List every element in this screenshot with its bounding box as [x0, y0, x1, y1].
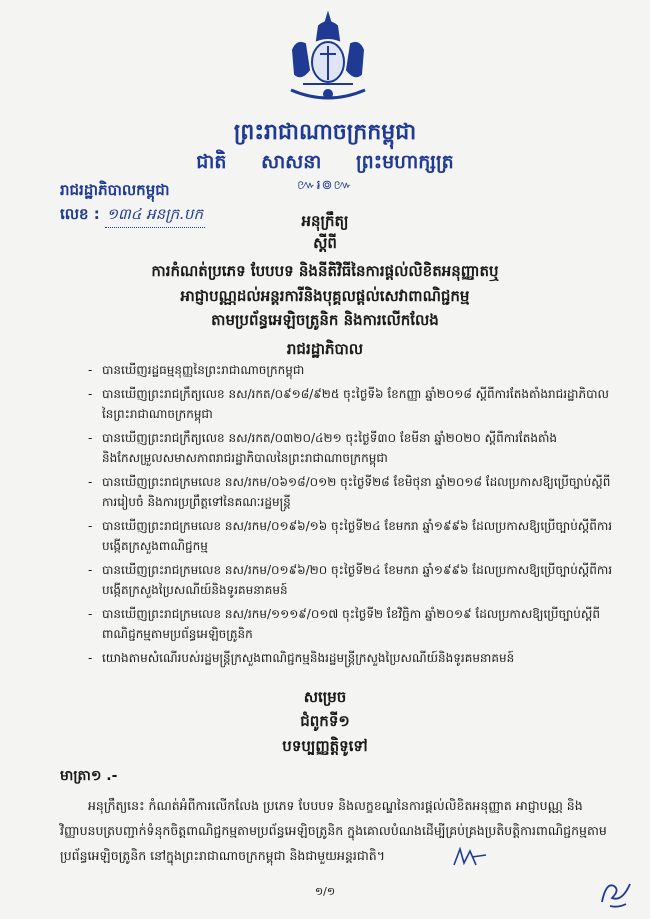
- document-number-value: ១៣៤ អនក្រ.បក: [105, 205, 205, 228]
- motto-king: ព្រះមហាក្សត្រ: [356, 151, 454, 173]
- chapter-title: បទប្បញ្ញត្តិទូទៅ: [282, 737, 368, 755]
- decree-heading: អនុក្រឹត្យ: [301, 212, 349, 230]
- divider-ornament: ៚៛៙៚: [297, 178, 353, 193]
- royal-emblem-icon: [283, 10, 373, 110]
- subject-line-2: អាជ្ញាបណ្ណដល់អន្តរការីនិងបុគ្គលផ្តល់សេវាពាណិជ្ជកម្ម: [180, 287, 470, 305]
- page-number: ១/១: [314, 885, 336, 898]
- list-item: - បានឃើញព្រះរាជក្រឹត្យលេខ នស/រកត/០៣២០/៤២១ ចុះថ្ងៃទី៣០ ខែមីនា ឆ្នាំ២០២០ ស្តីពីការតែងតាំងនិងកែសម្រួលសមាសភាពរាជរដ្ឋាភិបាលនៃព្រះរាជាណាចក្រកម្ពុជា: [88, 428, 613, 468]
- subject-line-1: ការកំណត់ប្រភេទ បែបបទ និងនីតិវិធីនៃការផ្តល់លិខិតអនុញ្ញាតឬ: [151, 262, 499, 280]
- initials-signature-icon: [450, 845, 490, 871]
- article-heading: មាត្រា១ .-: [60, 768, 118, 784]
- list-item: - បានឃើញព្រះរាជក្រមលេខ នស/រកម/១១១៩/០១៧ ចុះថ្ងៃទី២ ខែវិច្ឆិកា ឆ្នាំ២០១៩ ដែលប្រកាសឱ្យប្រើច្បាប់ស្តីពីពាណិជ្ជកម្មតាមប្រព័ន្ធអេឡិចត្រូនិក: [88, 604, 613, 644]
- list-item: - បានឃើញព្រះរាជក្រមលេខ នស/រកម/០៦១៨/០១២ ចុះថ្ងៃទី២៨ ខែមិថុនា ឆ្នាំ២០១៨ ដែលប្រកាសឱ្យប្រើច្បាប់ស្តីពីការរៀបចំ និងការប្រព្រឹត្តទៅនៃគណៈរដ្ឋមន្ត្រី: [88, 472, 613, 512]
- kingdom-title: ព្រះរាជាណាចក្រកម្ពុជា: [233, 120, 417, 145]
- list-item: - បានឃើញព្រះរាជក្រឹត្យលេខ នស/រកត/០៩១៨/៩២៥ ចុះថ្ងៃទី៦ ខែកញ្ញា ឆ្នាំ២០១៨ ស្តីពីការតែងតាំងរាជរដ្ឋាភិបាលនៃព្រះរាជាណាចក្រកម្ពុជា: [88, 384, 613, 424]
- motto-nation: ជាតិ: [196, 151, 227, 173]
- subject-line-3: តាមប្រព័ន្ធអេឡិចត្រូនិក និងការលើកលែង: [211, 311, 439, 329]
- article-body: អនុក្រឹត្យនេះ កំណត់អំពីការលើកលែង ប្រភេទ បែបបទ និងលក្ខខណ្ឌនៃការផ្តល់លិខិតអនុញ្ញាត អាជ្ញាបណ្ណ និងវិញ្ញាបនបត្របញ្ជាក់ទំនុកចិត្តពាណិជ្ជកម្មតាមប្រព័ន្ធអេឡិចត្រូនិក ក្នុងគោលបំណងដើម្បីគ្រប់គ្រងប្រតិបត្តិការពាណិជ្ជកម្មតាមប្រព័ន្ធអេឡិចត្រូនិក នៅក្នុងព្រះរាជាណាចក្រកម្ពុជា និងជាមួយអន្តរជាតិ។: [60, 798, 607, 863]
- chapter-heading: ជំពូកទី១: [300, 712, 350, 730]
- national-motto: [0, 150, 650, 178]
- about-heading: ស្តីពី: [313, 234, 337, 252]
- list-item: - យោងតាមសំណើរបស់រដ្ឋមន្ត្រីក្រសួងពាណិជ្ជកម្មនិងរដ្ឋមន្ត្រីក្រសួងប្រៃសណីយ៍និងទូរគមនាគមន៍: [88, 648, 613, 668]
- government-heading: រាជរដ្ឋាភិបាល: [286, 340, 364, 358]
- list-item: - បានឃើញរដ្ឋធម្មនុញ្ញនៃព្រះរាជាណាចក្រកម្ពុជា: [88, 360, 613, 380]
- list-item: - បានឃើញព្រះរាជក្រមលេខ នស/រកម/០១៩៦/២០ ចុះថ្ងៃទី២៤ ខែមករា ឆ្នាំ១៩៩៦ ដែលប្រកាសឱ្យប្រើច្បាប់ស្តីពីការបង្កើតក្រសួងប្រៃសណីយ៍និងទូរគមនាគមន៍: [88, 560, 613, 600]
- issuing-government: រាជរដ្ឋាភិបាលកម្ពុជា: [60, 181, 170, 199]
- considerations-list: [88, 360, 613, 672]
- list-item: - បានឃើញព្រះរាជក្រមលេខ នស/រកម/០១៩៦/១៦ ចុះថ្ងៃទី២៤ ខែមករា ឆ្នាំ១៩៩៦ ដែលប្រកាសឱ្យប្រើច្បាប់ស្តីពីការបង្កើតក្រសួងពាណិជ្ជកម្ម: [88, 516, 613, 556]
- motto-religion: សាសនា: [261, 151, 322, 173]
- document-number-label: លេខ :: [60, 205, 100, 223]
- decided-heading: សម្រេច: [303, 688, 347, 706]
